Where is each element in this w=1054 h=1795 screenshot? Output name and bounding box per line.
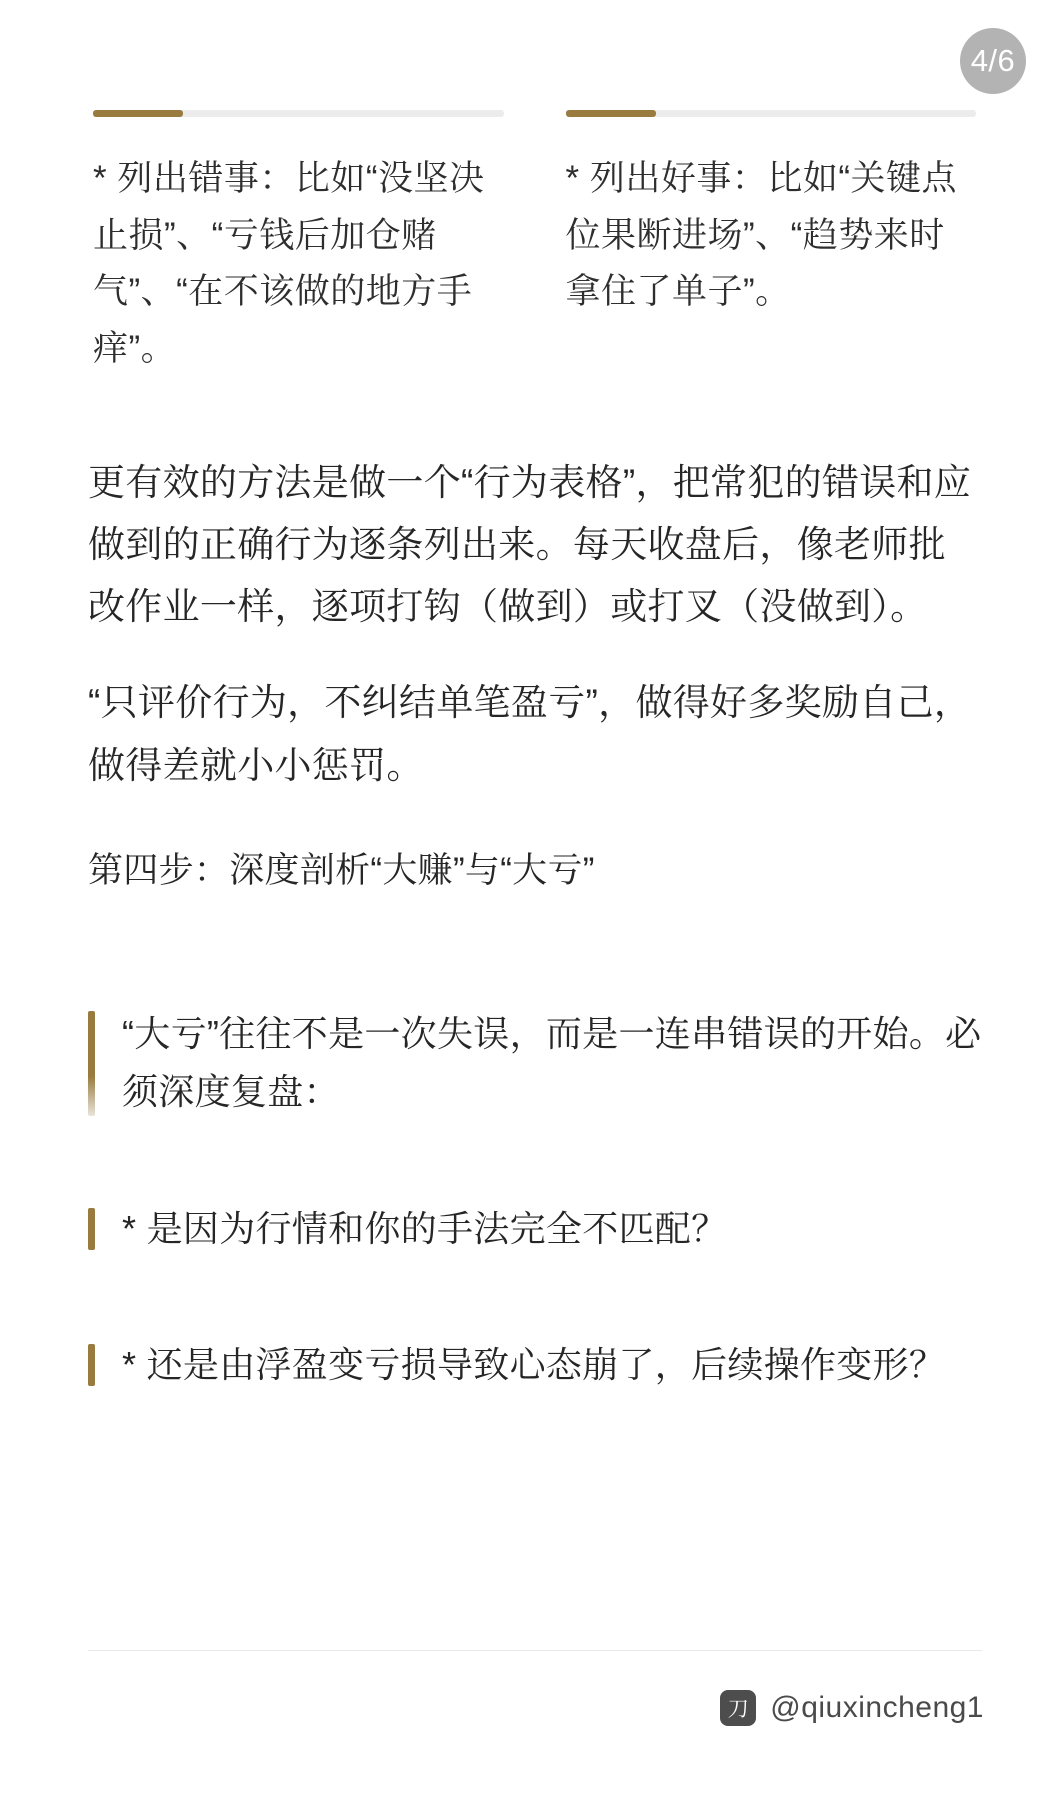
body-paragraph-1: 更有效的方法是做一个“行为表格”，把常犯的错误和应做到的正确行为逐条列出来。每天收盘后，像老师批改作业一样，逐项打钩（做到）或打叉（没做到）。 bbox=[88, 462, 972, 628]
quote-block-mismatch bbox=[88, 1200, 982, 1258]
footer-attribution bbox=[720, 1690, 984, 1726]
quote-text-big-loss: “大亏”往往不是一次失误，而是一连串错误的开始。必须深度复盘： bbox=[122, 1013, 982, 1113]
column-text-mistakes: * 列出错事：比如“没坚决止损”、“亏钱后加仓赌气”、“在不该做的地方手痒”。 bbox=[93, 159, 485, 369]
footer-divider bbox=[88, 1650, 982, 1651]
column-text-good-things: * 列出好事：比如“关键点位果断进场”、“趋势来时拿住了单子”。 bbox=[565, 159, 958, 312]
page-counter-badge: 4/6 bbox=[960, 28, 1026, 94]
column-progress-rule-left bbox=[93, 110, 504, 117]
two-column-section bbox=[93, 110, 976, 378]
body-section bbox=[88, 452, 982, 899]
column-good-things bbox=[566, 110, 977, 378]
author-handle: @qiuxincheng1 bbox=[770, 1691, 984, 1724]
section-heading-step-four: 第四步：深度剖析“大赚”与“大亏” bbox=[88, 850, 595, 890]
app-logo-icon: 刀 bbox=[720, 1690, 756, 1726]
quote-text-mismatch: * 是因为行情和你的手法完全不匹配？ bbox=[122, 1207, 728, 1249]
quote-list bbox=[88, 1005, 982, 1394]
quote-block-mentality bbox=[88, 1336, 982, 1394]
column-mistakes bbox=[93, 110, 504, 378]
quote-text-mentality: * 还是由浮盈变亏损导致心态崩了，后续操作变形？ bbox=[122, 1343, 946, 1385]
body-paragraph-2: “只评价行为，不纠结单笔盈亏”，做得好多奖励自己，做得差就小小惩罚。 bbox=[88, 682, 972, 786]
column-progress-rule-right bbox=[566, 110, 977, 117]
quote-block-big-loss bbox=[88, 1005, 982, 1122]
